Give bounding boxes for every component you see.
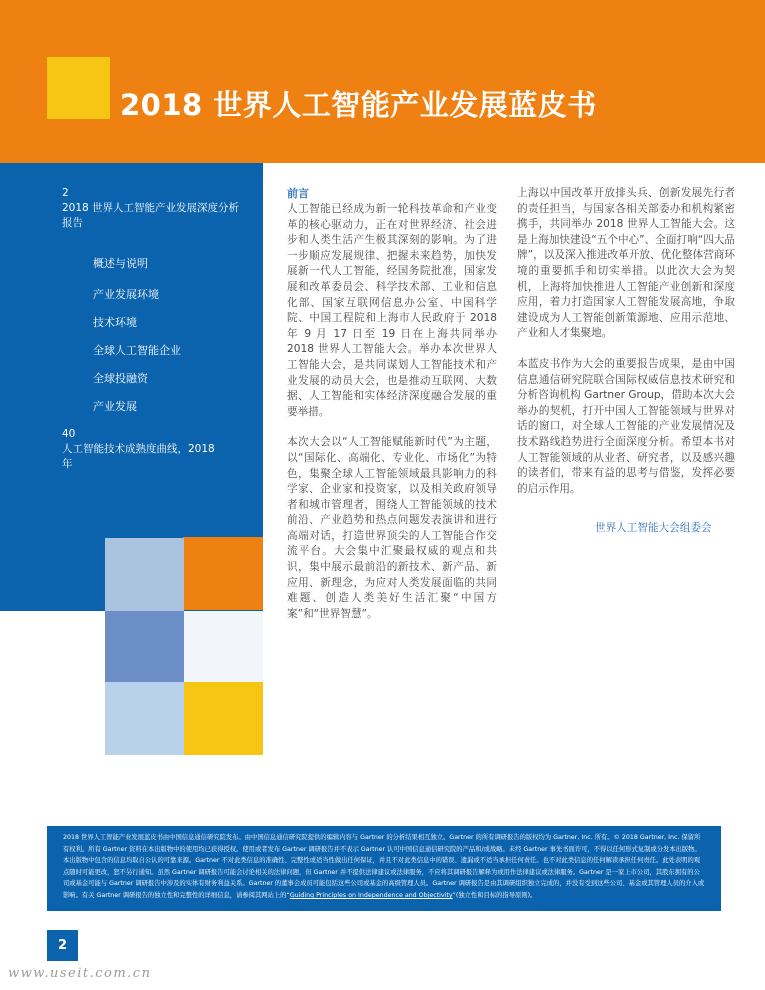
sidebar-link-industry-development[interactable]: 产业发展 bbox=[93, 400, 137, 413]
sidebar-bottom-entry-label: 人工智能技术成熟度曲线，2018 年 bbox=[62, 443, 215, 470]
paragraph: 本次大会以“人工智能赋能新时代”为主题，以“国际化、高端化、专业化、市场化”为特色，集聚全球人工智能领域最具影响力的科学家、企业家和投资家，以及相关政府领导者和城市管理者，围绕人工智能领域的技术前沿、产业趋势和热点问题发表演讲和进行高端对话，打造世界顶尖的人工智能合作交流平台。大会集中汇聚最权威的观点和共识，集中展示最前沿的新技术、新产品、新应用、新理念，为应对人类发展面临的共同难题、创造人类美好生活汇聚“中国方案”和“世界智慧”。 bbox=[287, 436, 497, 620]
decorative-light-blue-square bbox=[105, 538, 184, 611]
sidebar-top-entry[interactable] bbox=[62, 186, 247, 231]
decorative-medium-blue-square bbox=[105, 611, 184, 682]
text-column-left bbox=[287, 202, 497, 637]
sidebar-bottom-entry-page: 40 bbox=[62, 428, 76, 440]
header-band bbox=[0, 0, 765, 163]
guiding-principles-link[interactable]: Guiding Principles on Independence and Objectivity bbox=[289, 891, 453, 899]
sidebar-link-overview[interactable]: 概述与说明 bbox=[93, 257, 148, 270]
sidebar-link-industry-environment[interactable]: 产业发展环境 bbox=[93, 288, 159, 301]
paragraph: 上海以中国改革开放排头兵、创新发展先行者的责任担当，与国家各相关部委办和机构紧密携手，共同举办 2018 世界人工智能大会。这是上海加快建设“五个中心”、全面打响“四大品牌”，以及深入推进改革开放、优化整体营商环境的重要抓手和切实举措。以此次大会为契机，上海将加快推进人工智能产业创新和深度应用，着力打造国家人工智能发展高地，争取建设成为人工智能创新策源地、应用示范地、产业和人才集聚地。 bbox=[517, 187, 735, 340]
decorative-pale-blue-square bbox=[105, 682, 184, 755]
disclaimer-text-end: ”(独立性和目标的指导原则)。 bbox=[452, 891, 537, 899]
page-number: 2 bbox=[47, 930, 78, 961]
sidebar-bottom-entry[interactable] bbox=[62, 427, 227, 472]
signature: 世界人工智能大会组委会 bbox=[595, 522, 712, 534]
decorative-yellow-square bbox=[47, 57, 110, 119]
watermark: www.useit.com.cn bbox=[8, 966, 152, 981]
disclaimer-text: 2018 世界人工智能产业发展蓝皮书由中国信息通信研究院发布。由中国信息通信研究院提供的编辑内容与 Gartner 的分析结果相互独立。Gartner 的所有调研报告的版权均为 Gartner, Inc. 所有。© 2018 Gartner, Inc. 保留所有权利。所有 Gartner 资料在本出版物中的使用均已获得授权。使用或者发布 Gartner 调研报告并不表示 Gartner 认可中国信息通信研究院的产品和/或战略。未经 Gartner 事先书面许可，不得以任何形式复制或分发本出版物。本出版物中包含的信息均取自公认的可靠来源。Gartner 不对此类信息的准确性、完整性或适当性做出任何保证，并且不对此类信息中的错误、遗漏或不适当承担任何责任。也不对此类信息的任何解读承担任何责任。此处表明的观点随时可能更改，恕不另行通知。虽然 Gartner 调研报告可能会讨论相关的法律问题，但 Gartner 并不提供法律建议或法律服务，不应将其调研报告解释为或用作法律建议或法律服务。Gartner 是一家上市公司，其股东拥有的公司或基金可能与 Gartner 调研报告中涉及的实体有财务利益关系。Gartner 的董事会成员可能包括这些公司或基金的高级管理人员。Gartner 调研报告是由其调研组织独立完成的，并没有受到这些公司、基金或其管理人员的介入或影响。有关 Gartner 调研报告的独立性和完整性的详细信息，请参阅其网站上的“ bbox=[63, 834, 705, 899]
paragraph: 本蓝皮书作为大会的重要报告成果，是由中国信息通信研究院联合国际权威信息技术研究和分析咨询机构 Gartner Group，借助本次大会举办的契机，打开中国人工智能领域与世界对话的窗口，对全球人工智能的产业发展情况及技术路线趋势进行全面深度分析。希望本书对人工智能领域的从业者、研究者，以及感兴趣的读者们，带来有益的思考与借鉴，发挥必要的启示作用。 bbox=[517, 357, 735, 495]
paragraph: 人工智能已经成为新一轮科技革命和产业变革的核心驱动力，正在对世界经济、社会进步和人类生活产生极其深刻的影响。为了进一步顺应发展规律、把握未来趋势，加快发展新一代人工智能，经国务院批准，国家发展和改革委员会、科学技术部、工业和信息化部、国家互联网信息办公室、中国科学院、中国工程院和上海市人民政府于 2018 年 9 月 17 日至 19 日在上海共同举办 2018 世界人工智能大会。举办本次世界人工智能大会，是共同谋划人工智能技术和产业发展的动员大会，也是推动互联网、大数据、人工智能和实体经济深度融合发展的重要举措。 bbox=[287, 203, 497, 418]
decorative-yellow-block bbox=[184, 682, 263, 755]
page-title: 2018 世界人工智能产业发展蓝皮书 bbox=[120, 88, 597, 122]
sidebar-top-entry-page: 2 bbox=[62, 187, 69, 199]
text-column-right bbox=[517, 186, 735, 512]
section-heading: 前言 bbox=[287, 187, 309, 200]
decorative-white-square bbox=[184, 611, 263, 682]
disclaimer-box bbox=[47, 826, 721, 911]
sidebar-top-entry-label: 2018 世界人工智能产业发展深度分析报告 bbox=[62, 202, 240, 229]
sidebar-link-technology-environment[interactable]: 技术环境 bbox=[93, 316, 137, 329]
sidebar-link-global-investment[interactable]: 全球投融资 bbox=[93, 372, 148, 385]
sidebar-link-global-ai-companies[interactable]: 全球人工智能企业 bbox=[93, 344, 181, 357]
decorative-orange-square bbox=[183, 537, 263, 610]
